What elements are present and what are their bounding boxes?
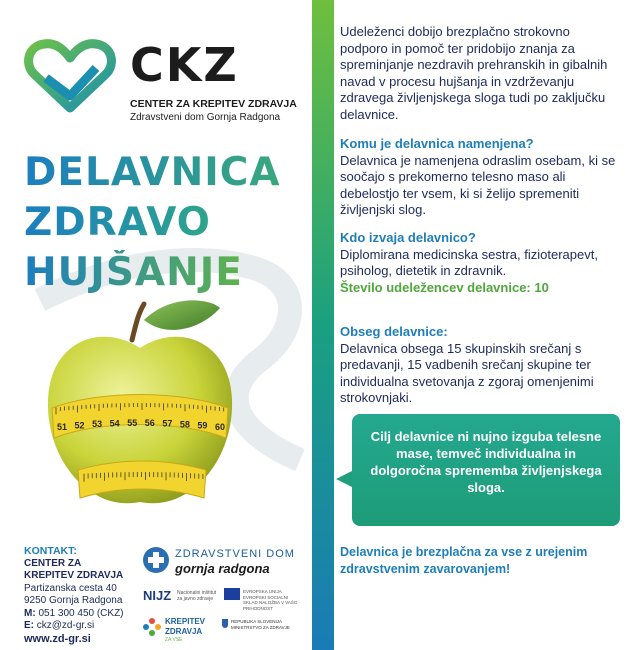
contact-org-2: KREPITEV ZDRAVJA — [24, 570, 124, 581]
eu-flag-icon — [224, 588, 240, 600]
contact-phone-row — [24, 608, 124, 621]
zd-logo-line-2: gornja radgona — [175, 561, 270, 576]
goal-speech-bubble: Cilj delavnice ni nujno izguba telesne mase, temveč individualna in dolgoročna sprememba življenjskega sloga. — [352, 414, 620, 526]
section-heading: Obseg delavnice: — [340, 324, 448, 339]
intro-text: Udeleženci dobijo brezplačno strokovno podporo in pomoč ter pridobijo znanja za spreminjanje nezdravih prehranskih in gibalnih navad v procesu hujšanja in vzdrževanju zdravega življenjskega sloga tudi po zaključku delavnice. — [340, 24, 608, 122]
tape-number: 59 — [197, 420, 208, 431]
section-heading: Kdo izvaja delavnico? — [340, 230, 476, 245]
brand-subtitle-2: Zdravstveni dom Gornja Radgona — [130, 112, 281, 123]
kz-logo-line-1: KREPITEV — [165, 617, 206, 626]
section-body: Diplomirana medicinska sestra, fizioterapevt, psiholog, dietetik in zdravnik. — [340, 246, 598, 278]
tape-number: 60 — [214, 422, 226, 432]
eu-subtitle: EVROPSKA UNIJA EVROPSKI SOCIALNI SKLAD NALOŽBA V VAŠO PRIHODNOST — [243, 589, 298, 611]
contact-email-row — [24, 620, 124, 633]
ckz-logo-icon — [24, 38, 116, 114]
section-heading: Komu je delavnica namenjena? — [340, 136, 534, 151]
ministry-line-1: REPUBLIKA SLOVENIJA — [231, 619, 283, 624]
free-of-charge-note: Delavnica je brezplačna za vse z urejenim zdravstvenim zavarovanjem! — [340, 545, 588, 576]
contact-website[interactable]: www.zd-gr.si — [24, 632, 91, 645]
section-body: Delavnica je namenjena odraslim osebam, ki se soočajo s prekomerno telesno maso ali debelostjo ter vsem, ki si želijo spremeniti življenjski slog. — [340, 152, 616, 217]
tape-number: 51 — [56, 421, 68, 432]
slovenia-crest-icon — [222, 619, 228, 628]
nijz-logo: NIJZ — [143, 588, 172, 603]
email-label: E: — [24, 620, 34, 631]
contact-block — [24, 545, 124, 645]
gradient-divider — [312, 0, 334, 650]
ministry-line-2: MINISTRSTVO ZA ZDRAVJE — [231, 625, 290, 630]
tape-number: 53 — [92, 419, 103, 430]
kz-logo-line-2: ZDRAVJA — [165, 627, 203, 636]
contact-phone[interactable]: 051 300 450 (CKZ) — [38, 607, 124, 619]
krepitev-zdravja-icon — [143, 618, 161, 636]
section-scope — [340, 324, 625, 407]
left-panel — [0, 0, 312, 650]
title-line-2: ZDRAVO — [24, 200, 211, 245]
brand-subtitle: CENTER ZA KREPITEV ZDRAVJA — [130, 98, 297, 110]
phone-label: M: — [24, 607, 36, 619]
tape-number: 58 — [179, 419, 190, 430]
contact-label: KONTAKT: — [24, 545, 77, 557]
contact-org-1: CENTER ZA — [24, 557, 82, 569]
section-providers — [340, 230, 625, 296]
section-body: Delavnica obsega 15 skupinskih srečanj s predavanji, 15 vadbenih srečanj skupine ter individualna svetovanja z zgoraj omenjenimi strokovnjaki. — [340, 340, 594, 405]
tape-number: 52 — [74, 420, 85, 431]
title-line-3: HUJŠANJE — [24, 250, 243, 295]
tape-number: 55 — [127, 418, 138, 429]
brand-name: CKZ — [130, 38, 239, 92]
zd-logo-line-1: ZDRAVSTVENI DOM — [175, 548, 295, 560]
contact-city: 9250 Gornja Radgona — [24, 595, 123, 606]
participants-count: Število udeležencev delavnice: 10 — [340, 279, 549, 295]
zd-cross-icon — [142, 546, 170, 574]
kz-logo-line-3: ZA VSE — [165, 637, 183, 643]
contact-street: Partizanska cesta 40 — [24, 582, 117, 594]
tape-number: 57 — [162, 418, 173, 429]
apple-measuring-tape-illustration — [40, 290, 240, 530]
nijz-subtitle: Nacionalni inštitut za javno zdravje — [177, 590, 217, 602]
contact-email[interactable]: ckz@zd-gr.si — [36, 620, 95, 631]
section-target-audience — [340, 136, 625, 219]
tape-number: 54 — [109, 418, 120, 429]
tape-number: 56 — [144, 418, 155, 429]
title-line-1: DELAVNICA — [24, 150, 281, 195]
